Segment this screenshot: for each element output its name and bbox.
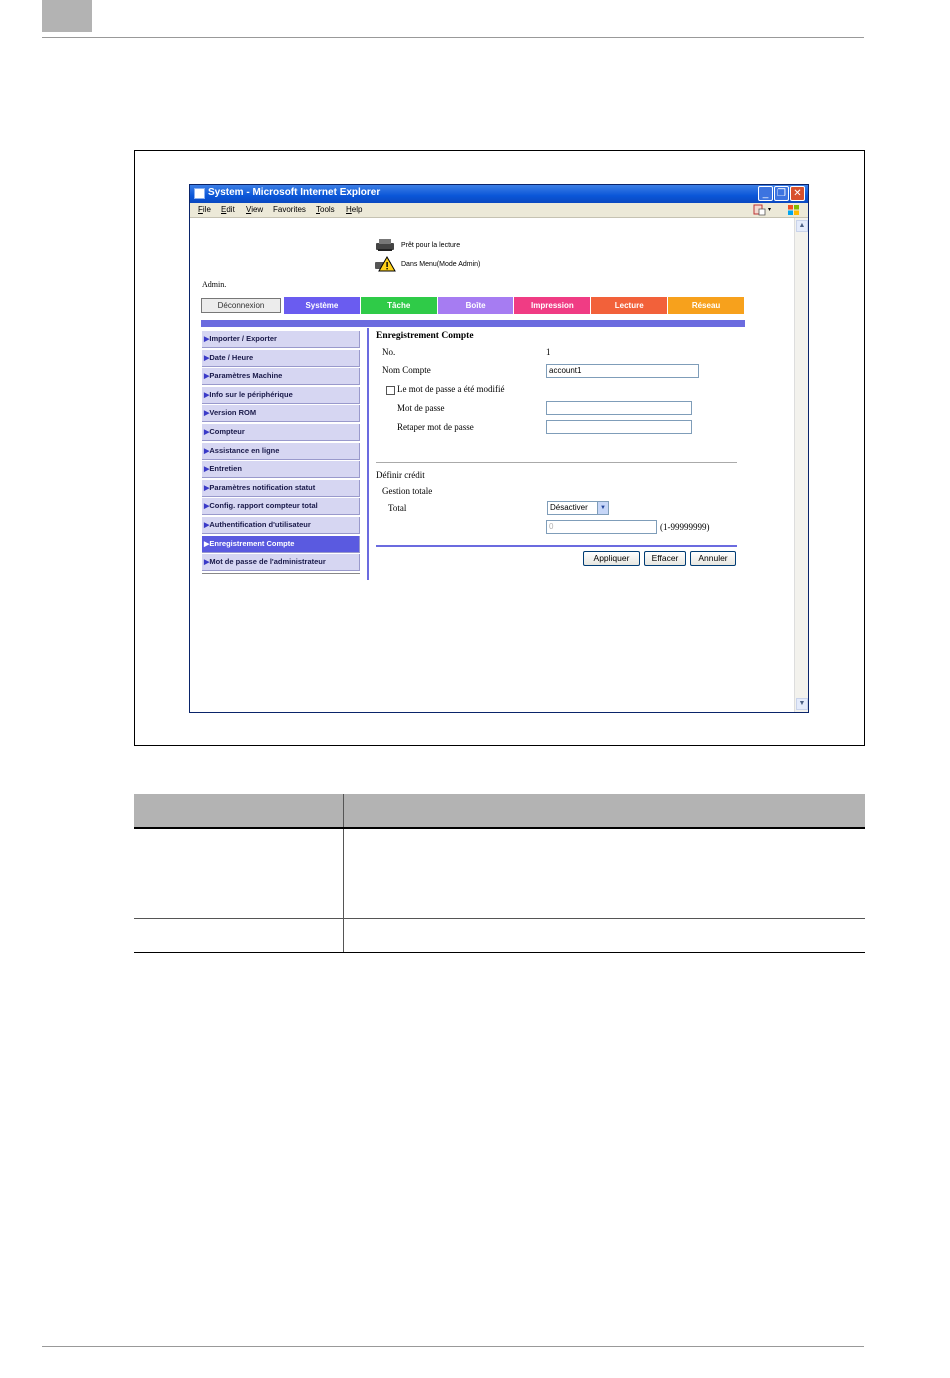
triangle-right-icon: ▶ bbox=[204, 466, 210, 474]
browser-menubar bbox=[190, 203, 808, 218]
form-title: Enregistrement Compte bbox=[376, 331, 474, 341]
table-row bbox=[134, 828, 865, 918]
scroll-up-icon[interactable]: ▲ bbox=[796, 220, 808, 232]
warning-icon bbox=[374, 256, 396, 272]
ie-icon bbox=[194, 188, 205, 199]
triangle-right-icon: ▶ bbox=[204, 336, 210, 343]
section-divider bbox=[376, 462, 737, 463]
sidebar-item-label: Mot de passe de l'administrateur bbox=[209, 557, 326, 567]
cancel-button[interactable]: Annuler bbox=[690, 551, 736, 566]
web-content bbox=[190, 218, 794, 712]
sidebar-item-label: Paramètres notification statut bbox=[209, 482, 316, 492]
sidebar-item-label: Compteur bbox=[209, 426, 245, 436]
sidebar-item[interactable] bbox=[202, 331, 360, 348]
credit-label: Définir crédit bbox=[376, 470, 425, 480]
triangle-right-icon: ▶ bbox=[204, 410, 210, 418]
triangle-right-icon: ▶ bbox=[204, 559, 210, 567]
browser-window bbox=[189, 184, 809, 713]
table-header-cell bbox=[343, 794, 865, 828]
parameter-table bbox=[134, 794, 865, 953]
menu-edit[interactable]: Edit bbox=[221, 205, 235, 214]
sidebar-item-label: Paramètres Machine bbox=[209, 371, 283, 381]
table-cell bbox=[134, 918, 343, 952]
admin-label: Admin. bbox=[202, 280, 227, 289]
password-retype-input[interactable] bbox=[546, 420, 692, 434]
table-cell bbox=[343, 828, 865, 918]
maximize-button[interactable]: ❐ bbox=[774, 186, 789, 201]
sidebar-item-label: Info sur le périphérique bbox=[209, 389, 293, 399]
menu-help[interactable]: Help bbox=[346, 205, 363, 214]
header-rule bbox=[42, 37, 864, 38]
sidebar-item[interactable] bbox=[202, 517, 360, 534]
sidebar-item-label: Entretien bbox=[209, 464, 242, 474]
triangle-right-icon: ▶ bbox=[204, 447, 210, 455]
sidebar-item-label: Config. rapport compteur total bbox=[209, 501, 318, 511]
windows-logo-icon bbox=[787, 204, 800, 216]
table-header-row bbox=[134, 794, 865, 828]
status-mode-text: Dans Menu(Mode Admin) bbox=[401, 260, 481, 268]
page-corner-tab bbox=[42, 0, 92, 32]
sidebar-item[interactable] bbox=[202, 443, 360, 460]
sidebar-item-label: Date / Heure bbox=[209, 352, 254, 362]
status-ready-text: Prêt pour la lecture bbox=[401, 241, 461, 249]
no-label: No. bbox=[382, 347, 396, 357]
sidebar-item-label: Version ROM bbox=[209, 408, 257, 418]
table-cell bbox=[134, 828, 343, 918]
footer-rule bbox=[42, 1346, 864, 1347]
total-label: Total bbox=[388, 503, 407, 513]
tab-impression[interactable]: Impression bbox=[514, 297, 591, 314]
no-value: 1 bbox=[546, 347, 551, 357]
form-bottom-rule bbox=[376, 545, 737, 547]
triangle-right-icon: ▶ bbox=[204, 373, 210, 381]
table-header-cell bbox=[134, 794, 343, 828]
sidebar-item[interactable] bbox=[202, 424, 360, 441]
vertical-scrollbar[interactable] bbox=[794, 218, 808, 712]
tab-boite[interactable]: Boîte bbox=[438, 297, 515, 314]
account-name-input[interactable]: account1 bbox=[546, 364, 699, 378]
chevron-down-icon: ▼ bbox=[597, 502, 608, 514]
total-select[interactable] bbox=[547, 501, 609, 515]
minimize-button[interactable]: _ bbox=[758, 186, 773, 201]
status-ready-row bbox=[374, 238, 460, 252]
sidebar-item-label: Enregistrement Compte bbox=[209, 538, 295, 548]
password-label: Mot de passe bbox=[397, 403, 445, 413]
account-name-label: Nom Compte bbox=[382, 365, 431, 375]
sidebar-item[interactable] bbox=[202, 554, 360, 571]
sidebar-end-rule bbox=[202, 573, 360, 574]
triangle-right-icon: ▶ bbox=[204, 354, 210, 362]
sidebar-divider bbox=[367, 328, 369, 580]
logout-button[interactable]: Déconnexion bbox=[201, 298, 281, 313]
nav-underline bbox=[201, 320, 745, 327]
total-management-label: Gestion totale bbox=[382, 486, 433, 496]
tab-lecture[interactable]: Lecture bbox=[591, 297, 668, 314]
menu-tools[interactable]: Tools bbox=[316, 205, 335, 214]
sidebar-item-label: Assistance en ligne bbox=[209, 445, 280, 455]
triangle-right-icon: ▶ bbox=[204, 503, 210, 511]
menu-file[interactable]: File bbox=[198, 205, 211, 214]
password-retype-label: Retaper mot de passe bbox=[397, 422, 474, 432]
password-changed-checkbox[interactable] bbox=[386, 386, 395, 395]
main-nav bbox=[201, 297, 745, 314]
table-cell bbox=[343, 918, 865, 952]
tab-systeme[interactable]: Système bbox=[284, 297, 361, 314]
browser-titlebar bbox=[190, 185, 808, 203]
sidebar-item-label: Importer / Exporter bbox=[209, 334, 277, 343]
status-mode-row bbox=[374, 256, 480, 272]
printer-icon bbox=[374, 238, 396, 252]
sidebar-item[interactable] bbox=[202, 480, 360, 497]
close-button[interactable]: ✕ bbox=[790, 186, 805, 201]
password-changed-label: Le mot de passe a été modifié bbox=[397, 384, 505, 394]
sidebar-item[interactable] bbox=[202, 350, 360, 367]
menu-favorites[interactable]: Favorites bbox=[273, 205, 306, 214]
browser-title: System - Microsoft Internet Explorer bbox=[208, 187, 381, 198]
triangle-right-icon: ▶ bbox=[204, 521, 210, 529]
triangle-right-icon: ▶ bbox=[204, 428, 210, 436]
triangle-right-icon: ▶ bbox=[204, 484, 210, 492]
sidebar-item[interactable] bbox=[202, 387, 360, 404]
sidebar-menu bbox=[202, 331, 360, 574]
tab-reseau[interactable]: Réseau bbox=[668, 297, 745, 314]
total-range-hint: (1-99999999) bbox=[660, 522, 710, 532]
password-input[interactable] bbox=[546, 401, 692, 415]
dropdown-arrow-icon[interactable]: ▾ bbox=[768, 207, 772, 213]
clear-button[interactable]: Effacer bbox=[644, 551, 686, 566]
sidebar-item[interactable] bbox=[202, 536, 360, 553]
sidebar-item[interactable] bbox=[202, 461, 360, 478]
sidebar-item[interactable] bbox=[202, 405, 360, 422]
tab-tache[interactable]: Tâche bbox=[361, 297, 438, 314]
scroll-down-icon[interactable]: ▼ bbox=[796, 698, 808, 710]
triangle-right-icon: ▶ bbox=[204, 540, 210, 548]
menu-view[interactable]: View bbox=[246, 205, 264, 214]
sidebar-item[interactable] bbox=[202, 498, 360, 515]
total-value-input[interactable]: 0 bbox=[546, 520, 657, 534]
sidebar-item[interactable] bbox=[202, 368, 360, 385]
sidebar-item-label: Authentification d'utilisateur bbox=[209, 519, 311, 529]
table-row bbox=[134, 918, 865, 952]
apply-button[interactable]: Appliquer bbox=[583, 551, 640, 566]
translate-icon[interactable] bbox=[753, 204, 766, 216]
triangle-right-icon: ▶ bbox=[204, 391, 210, 399]
total-select-value: Désactiver bbox=[550, 503, 588, 512]
